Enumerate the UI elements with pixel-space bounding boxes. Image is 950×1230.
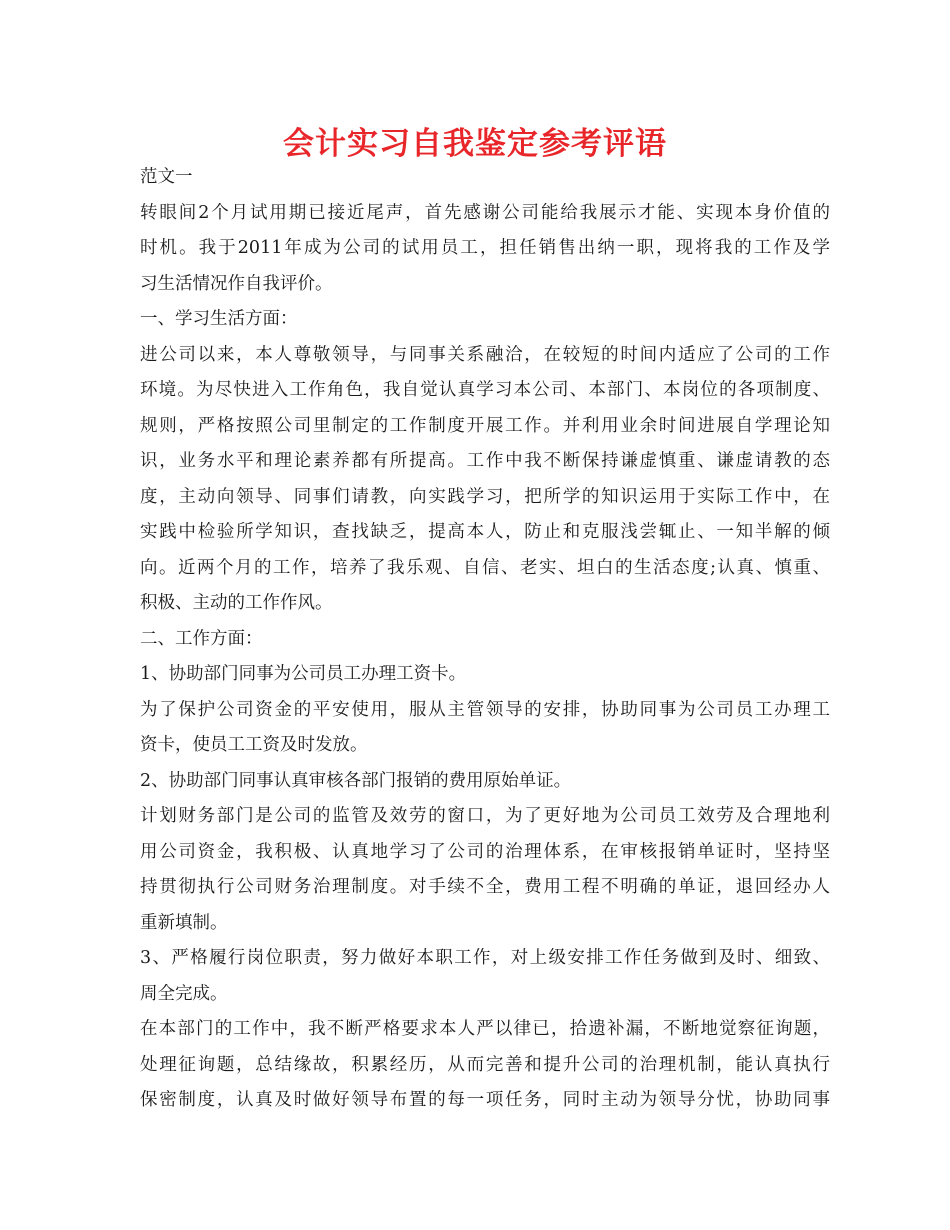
item-heading: 1、协助部门同事为公司员工办理工资卡。 xyxy=(140,664,467,684)
paragraph-line: 进公司以来，本人尊敬领导，与同事关系融洽，在较短的时间内适应了公司的工作 xyxy=(140,344,830,365)
paragraph-line: 在本部门的工作中，我不断严格要求本人严以律已，拾遗补漏，不断地觉察征询题， xyxy=(140,1019,830,1039)
document-body xyxy=(140,160,830,1119)
item-heading: 2、协助部门同事认真审核各部门报销的费用原始单证。 xyxy=(140,770,572,791)
paragraph-line: 规则，严格按照公司里制定的工作制度开展工作。并利用业余时间进展自学理论知 xyxy=(140,415,830,436)
document-title: 会计实习自我鉴定参考评语 xyxy=(283,126,667,162)
section-heading: 二、工作方面： xyxy=(140,628,263,649)
paragraph-line: 积极、主动的工作作风。 xyxy=(140,593,333,613)
paragraph-line: 习生活情况作自我评价。 xyxy=(140,273,333,294)
paragraph-line: 环境。为尽快进入工作角色，我自觉认真学习本公司、本部门、本岗位的各项制度、 xyxy=(140,380,830,400)
paragraph-line: 计划财务部门是公司的监管及效劳的窗口，为了更好地为公司员工效劳及合理地利 xyxy=(140,806,830,826)
paragraph-line: 重新填制。 xyxy=(140,912,228,933)
paragraph-line: 处理征询题，总结缘故，积累经历，从而完善和提升公司的治理机制，能认真执行 xyxy=(140,1054,830,1075)
paragraph-line: 转眼间2个月试用期已接近尾声，首先感谢公司能给我展示才能、实现本身价值的 xyxy=(140,202,830,223)
paragraph-line: 实践中检验所学知识，查找缺乏，提高本人，防止和克服浅尝辄止、一知半解的倾 xyxy=(140,522,830,542)
paragraph-line: 向。近两个月的工作，培养了我乐观、自信、老实、坦白的生活态度;认真、慎重、 xyxy=(140,557,830,578)
paragraph-line: 为了保护公司资金的平安使用，服从主管领导的安排，协助同事为公司员工办理工 xyxy=(140,699,830,720)
paragraph-line: 时机。我于2011年成为公司的试用员工，担任销售出纳一职，现将我的工作及学 xyxy=(140,238,830,258)
paragraph-line: 保密制度，认真及时做好领导布置的每一项任务，同时主动为领导分忧，协助同事 xyxy=(140,1090,830,1110)
paragraph-line: 度，主动向领导、同事们请教，向实践学习，把所学的知识运用于实际工作中，在 xyxy=(140,486,830,507)
paragraph-line: 识，业务水平和理论素养都有所提高。工作中我不断保持谦虚慎重、谦虚请教的态 xyxy=(140,451,830,471)
paragraph-line: 用公司资金，我积极、认真地学习了公司的治理体系，在审核报销单证时，坚持坚 xyxy=(140,841,830,862)
section-label: 范文一 xyxy=(140,167,193,187)
section-heading: 一、学习生活方面： xyxy=(140,309,298,329)
paragraph-line: 资卡，使员工工资及时发放。 xyxy=(140,735,368,755)
paragraph-line: 持贯彻执行公司财务治理制度。对手续不全，费用工程不明确的单证，退回经办人 xyxy=(140,877,830,897)
item-heading: 3、严格履行岗位职责，努力做好本职工作，对上级安排工作任务做到及时、细致、 xyxy=(140,948,830,968)
paragraph-line: 周全完成。 xyxy=(140,983,228,1004)
